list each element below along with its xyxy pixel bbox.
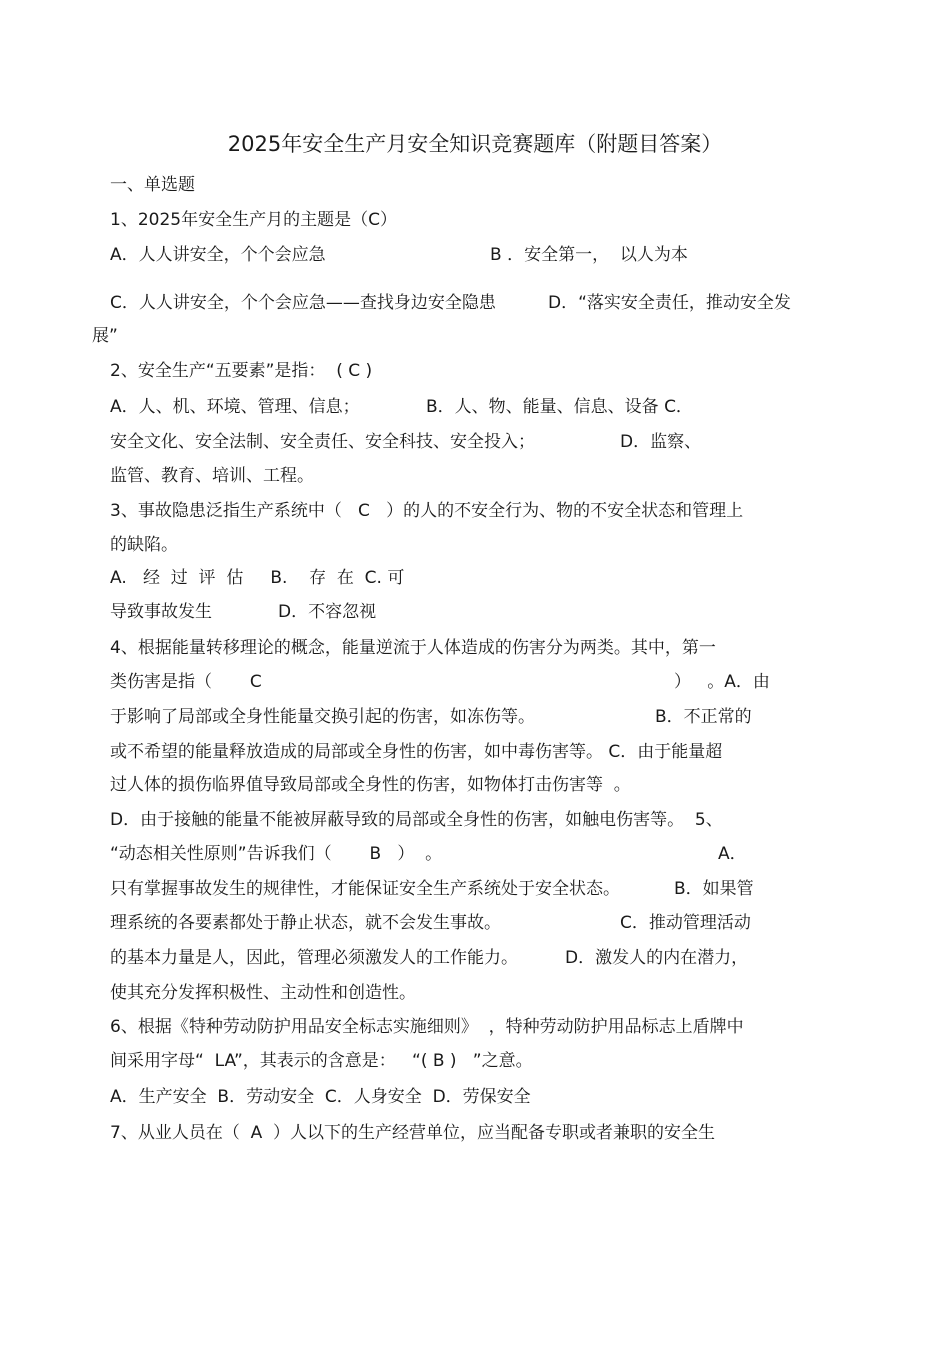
text-line: D．激发人的内在潜力，	[565, 948, 749, 968]
document-title: 2025年安全生产月安全知识竞赛题库（附题目答案）	[227, 132, 723, 156]
text-line: B．如果管	[674, 879, 754, 899]
text-line: 3、事故隐患泛指生产系统中（ C ）的人的不安全行为、物的不安全状态和管理上	[110, 501, 744, 521]
text-line: 类伤害是指（ C	[110, 672, 262, 692]
text-line: 于影响了局部或全身性能量交换引起的伤害，如冻伤等。	[110, 707, 535, 727]
text-line: C．推动管理活动	[620, 913, 751, 933]
text-line: D．“落实安全责任，推动安全发	[548, 293, 791, 313]
text-line: B．人、物、能量、信息、设备 C．	[426, 397, 693, 417]
text-line: 或不希望的能量释放造成的局部或全身性的伤害，如中毒伤害等。 C．由于能量超	[110, 742, 723, 762]
text-line: 监管、教育、培训、工程。	[110, 466, 314, 486]
text-line: 导致事故发生	[110, 602, 212, 622]
text-line: B ．安全第一， 以人为本	[490, 245, 688, 265]
text-line: 4、根据能量转移理论的概念，能量逆流于人体造成的伤害分为两类。其中，第一	[110, 638, 716, 658]
text-line: 的缺陷。	[110, 535, 178, 555]
text-line: ） 。A．由	[674, 672, 770, 692]
text-line: C．人人讲安全，个个会应急——查找身边安全隐患	[110, 293, 496, 313]
text-line: 过人体的损伤临界值导致局部或全身性的伤害，如物体打击伤害等 。	[110, 775, 631, 795]
text-line: 7、从业人员在（ A ）人以下的生产经营单位，应当配备专职或者兼职的安全生	[110, 1123, 716, 1143]
text-line: 安全文化、安全法制、安全责任、安全科技、安全投入；	[110, 432, 535, 452]
text-line: D．不容忽视	[278, 602, 377, 622]
text-line: 展”	[92, 326, 118, 346]
section-heading: 一、单选题	[110, 175, 195, 195]
text-line: B．不正常的	[655, 707, 752, 727]
text-line: 间采用字母“ LA”，其表示的含意是： “( B ) ”之意。	[110, 1051, 533, 1071]
text-line: D．由于接触的能量不能被屏蔽导致的局部或全身性的伤害，如触电伤害等。 5、	[110, 810, 723, 830]
text-line: A. 经 过 评 估 B. 存 在 C. 可	[110, 568, 405, 588]
text-line: 1、2025年安全生产月的主题是（C）	[110, 210, 397, 230]
text-line: 理系统的各要素都处于静止状态，就不会发生事故。	[110, 913, 501, 933]
text-line: A．	[718, 844, 747, 864]
text-line: “动态相关性原则”告诉我们（ B ） 。	[110, 844, 443, 864]
text-line: 2、安全生产“五要素”是指： ( C )	[110, 361, 373, 381]
text-line: 使其充分发挥积极性、主动性和创造性。	[110, 983, 416, 1003]
text-line: D．监察、	[620, 432, 702, 452]
text-line: A．人人讲安全，个个会应急	[110, 245, 326, 265]
text-line: A．人、机、环境、管理、信息；	[110, 397, 360, 417]
text-line: A．生产安全 B．劳动安全 C．人身安全 D．劳保安全	[110, 1087, 531, 1107]
text-line: 6、根据《特种劳动防护用品安全标志实施细则》 ，特种劳动防护用品标志上盾牌中	[110, 1017, 744, 1037]
text-line: 的基本力量是人，因此，管理必须激发人的工作能力。	[110, 948, 518, 968]
text-line: 只有掌握事故发生的规律性，才能保证安全生产系统处于安全状态。	[110, 879, 620, 899]
